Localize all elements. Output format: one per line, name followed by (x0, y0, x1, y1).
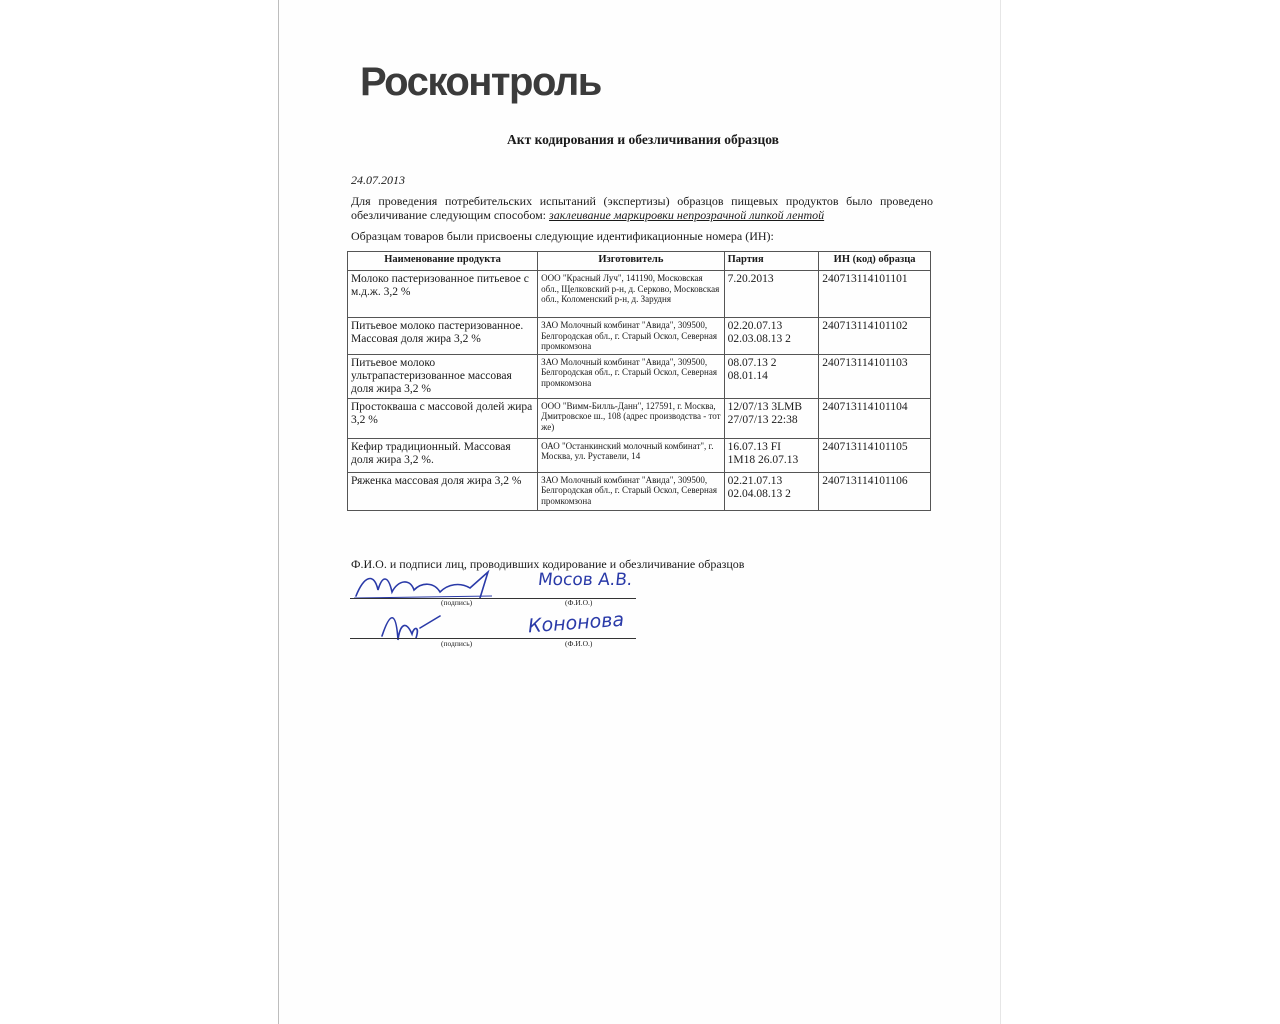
cell-product: Простокваша с массовой долей жира 3,2 % (348, 398, 538, 438)
page-edge (1000, 0, 1001, 1024)
table-row (348, 438, 931, 472)
cell-product: Питьевое молоко пастеризованное. Массовая доля жира 3,2 % (348, 318, 538, 355)
signature-line-2 (350, 638, 636, 639)
table-header-row (348, 252, 931, 271)
fio-handwritten-1: Мосов А.В. (536, 570, 634, 590)
signature-line-1 (350, 598, 636, 599)
fio-caption-1: (Ф.И.О.) (565, 598, 593, 607)
cell-maker: ООО "Красный Луч", 141190, Московская обл., Щелковский р-н, д. Серково, Московская обл., Коломенский р-н, д. Зарудня (538, 271, 725, 318)
cell-product: Кефир традиционный. Массовая доля жира 3,2 %. (348, 438, 538, 472)
table-row (348, 271, 931, 318)
signature-caption-1: (подпись) (441, 598, 473, 607)
cell-batch: 08.07.13 2 08.01.14 (724, 354, 819, 398)
anonymization-method: заклеивание маркировки непрозрачной липкой лентой (549, 208, 825, 222)
document-title: Акт кодирования и обезличивания образцов (507, 132, 779, 147)
signatures-heading: Ф.И.О. и подписи лиц, проводивших кодирование и обезличивание образцов (351, 557, 745, 571)
header-code: ИН (код) образца (819, 252, 931, 271)
header-product: Наименование продукта (348, 252, 538, 271)
cell-code: 240713114101103 (819, 354, 931, 398)
cell-batch: 02.21.07.13 02.04.08.13 2 (724, 472, 819, 510)
cell-code: 240713114101101 (819, 271, 931, 318)
cell-batch: 12/07/13 3LMB 27/07/13 22:38 (724, 398, 819, 438)
cell-batch: 02.20.07.13 02.03.08.13 2 (724, 318, 819, 355)
header-batch: Партия (724, 252, 819, 271)
cell-code: 240713114101104 (819, 398, 931, 438)
document-date: 24.07.2013 (351, 173, 405, 187)
company-logo: Росконтроль (360, 60, 601, 104)
header-maker: Изготовитель (538, 252, 725, 271)
fio-caption-2: (Ф.И.О.) (565, 639, 593, 648)
cell-maker: ООО "Вимм-Билль-Данн", 127591, г. Москва, Дмитровское ш., 108 (адрес производства - тот же) (538, 398, 725, 438)
table-row (348, 398, 931, 438)
samples-table (347, 251, 931, 511)
cell-code: 240713114101102 (819, 318, 931, 355)
cell-product: Молоко пастеризованное питьевое с м.д.ж. 3,2 % (348, 271, 538, 318)
cell-code: 240713114101105 (819, 438, 931, 472)
intro-text: Для проведения потребительских испытаний (экспертизы) образцов пищевых продуктов было проведено обезличивание следующим способом: (351, 194, 933, 222)
cell-batch: 7.20.2013 (724, 271, 819, 318)
signature-caption-2: (подпись) (441, 639, 473, 648)
cell-batch: 16.07.13 FI 1M18 26.07.13 (724, 438, 819, 472)
table-row (348, 472, 931, 510)
fio-handwritten-2: Кононова (527, 608, 625, 638)
ids-intro: Образцам товаров были присвоены следующие идентификационные номера (ИН): (351, 229, 774, 243)
cell-maker: ЗАО Молочный комбинат "Авида", 309500, Белгородская обл., г. Старый Оскол, Северная промкомзона (538, 318, 725, 355)
cell-product: Питьевое молоко ультрапастеризованное массовая доля жира 3,2 % (348, 354, 538, 398)
cell-code: 240713114101106 (819, 472, 931, 510)
cell-product: Ряженка массовая доля жира 3,2 % (348, 472, 538, 510)
intro-paragraph (351, 194, 933, 222)
cell-maker: ОАО "Останкинский молочный комбинат", г. Москва, ул. Руставели, 14 (538, 438, 725, 472)
handwritten-signature-1 (352, 568, 502, 602)
table-row (348, 318, 931, 355)
document-page (278, 0, 1001, 1024)
cell-maker: ЗАО Молочный комбинат "Авида", 309500, Белгородская обл., г. Старый Оскол, Северная промкомзона (538, 354, 725, 398)
cell-maker: ЗАО Молочный комбинат "Авида", 309500, Белгородская обл., г. Старый Оскол, Северная промкомзона (538, 472, 725, 510)
table-row (348, 354, 931, 398)
